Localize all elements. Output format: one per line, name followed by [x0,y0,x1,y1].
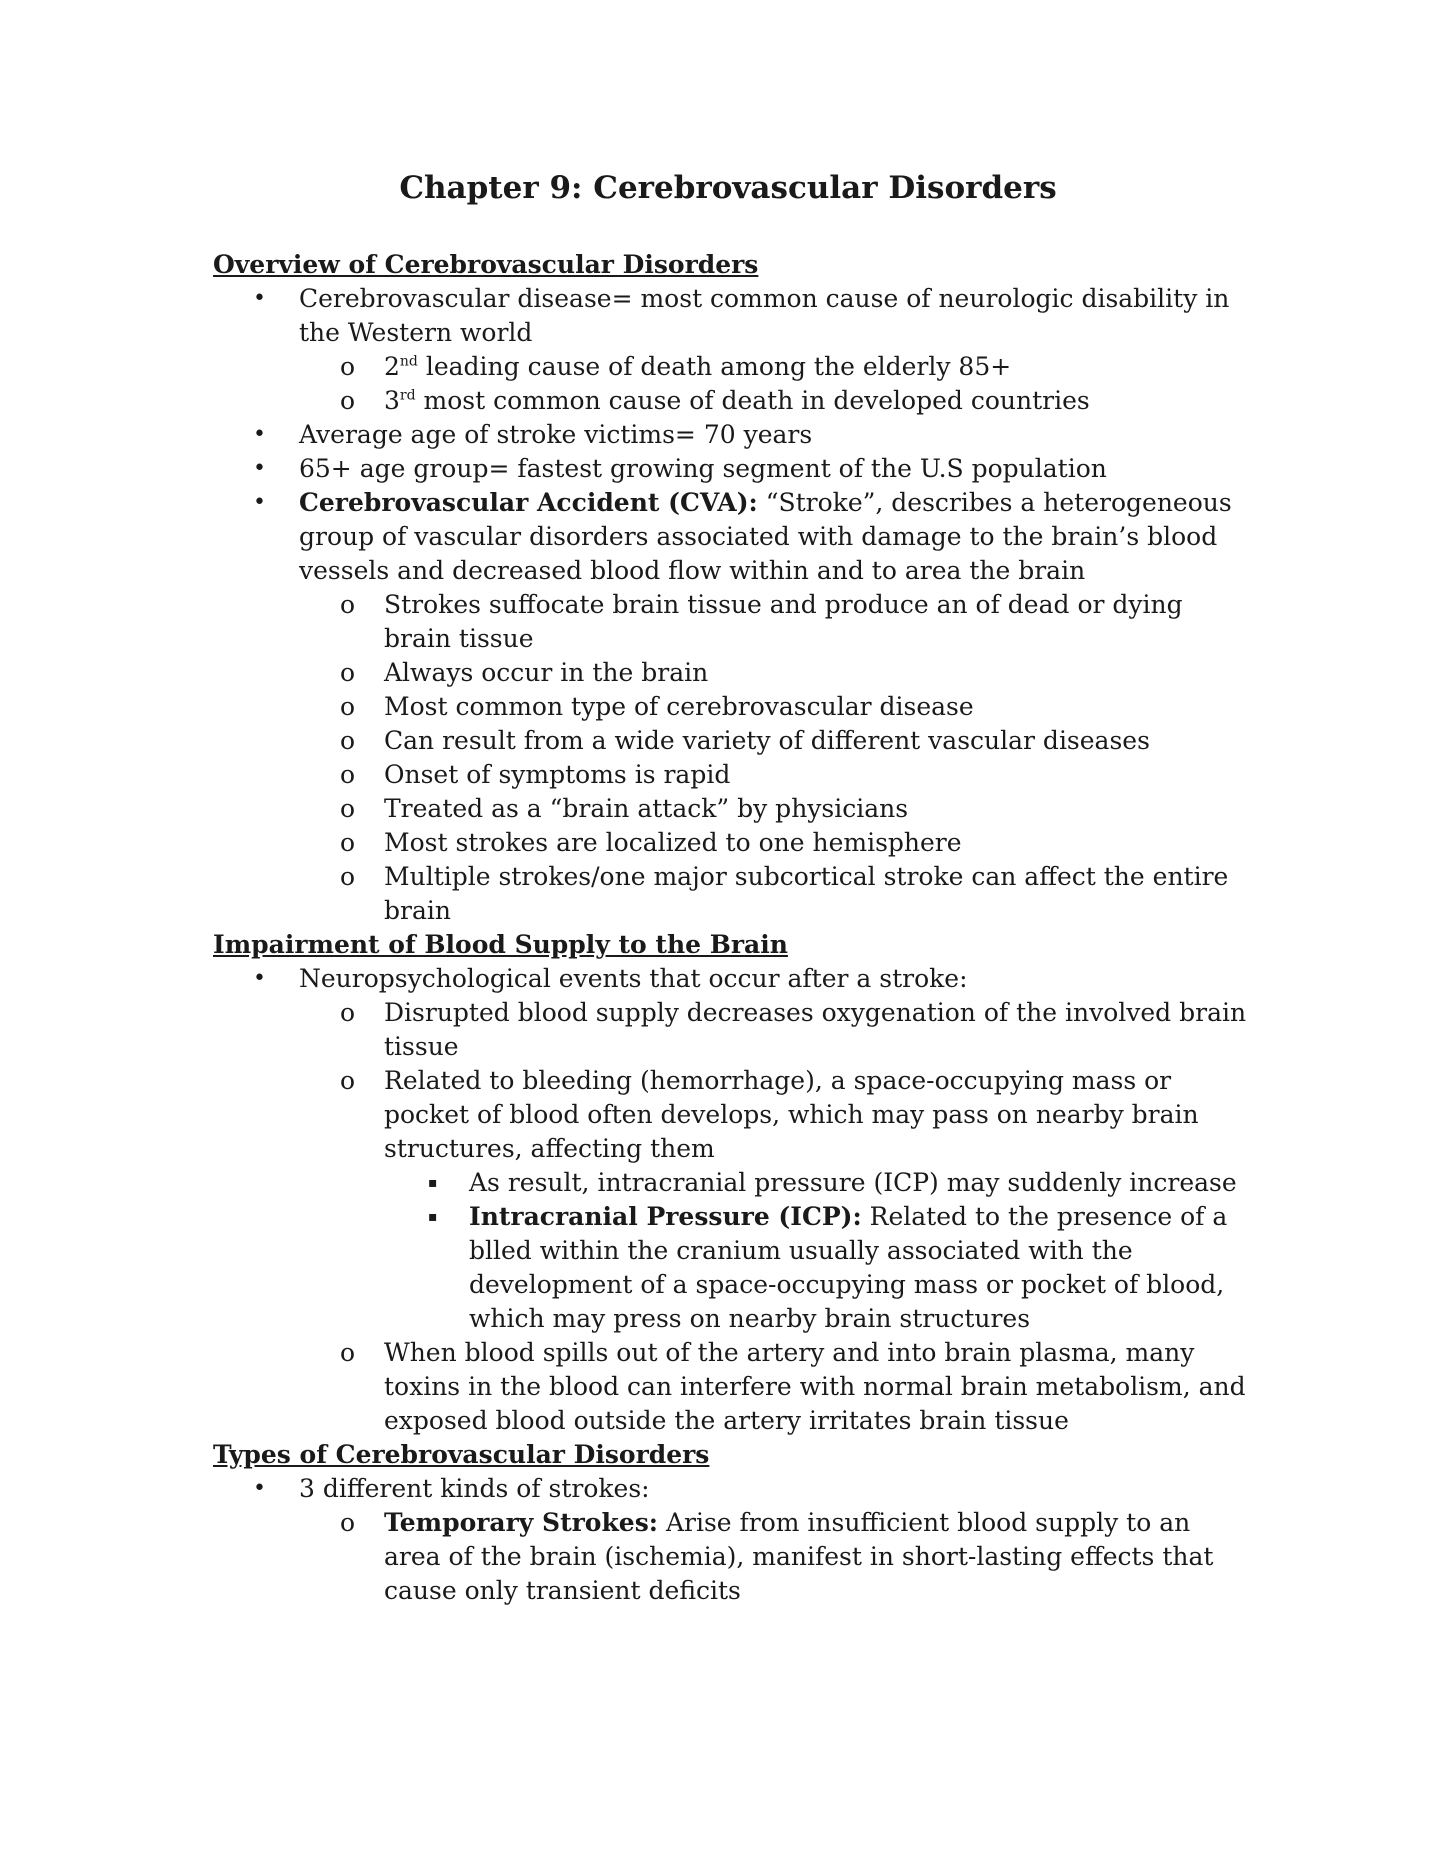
list-item-text: Most strokes are localized to one hemisphere [384,828,962,857]
term-label: Cerebrovascular Accident (CVA): [299,488,758,517]
list-item-text: Multiple strokes/one major subcortical stroke can affect the entire brain [384,862,1229,925]
circle-marker: o [340,828,356,857]
section-heading-types: Types of Cerebrovascular Disorders [213,1440,710,1469]
bullet-marker: • [253,286,266,311]
list-item-text: 65+ age group= fastest growing segment of the U.S population [299,454,1107,483]
sub-list-item [213,588,1253,656]
section-heading-impairment: Impairment of Blood Supply to the Brain [213,930,788,959]
circle-marker: o [340,998,356,1027]
list-item-text: Treated as a “brain attack” by physicians [384,794,909,823]
ordinal-number: 3 [384,386,400,415]
list-item-text: leading cause of death among the elderly 85+ [417,352,1012,381]
circle-marker: o [340,794,356,823]
list-item-text: Can result from a wide variety of different vascular diseases [384,726,1150,755]
bullet-marker: • [253,966,266,991]
sub-list-item [213,792,1253,826]
square-marker: ▪ [428,1209,438,1225]
bullet-marker: • [253,456,266,481]
sub-list-item [213,724,1253,758]
term-label: Intracranial Pressure (ICP): [469,1202,862,1231]
circle-marker: o [340,1508,356,1537]
section-heading-overview: Overview of Cerebrovascular Disorders [213,250,759,279]
sub-list-item [213,826,1253,860]
page-title: Chapter 9: Cerebrovascular Disorders [399,170,1057,206]
list-item-text: Cerebrovascular disease= most common cause of neurologic disability in the Western world [299,284,1230,347]
list-item-text: Neuropsychological events that occur after a stroke: [299,964,968,993]
sub-list-item [213,384,1253,418]
sub-sub-list-item [213,1166,1253,1200]
ordinal-suffix: rd [399,387,416,404]
list-item [213,452,1253,486]
circle-marker: o [340,1066,356,1095]
list-item [213,1472,1253,1506]
list-item-text: Always occur in the brain [384,658,709,687]
sub-list-item [213,1064,1253,1166]
list-item-text: Arise from insufficient blood supply to an area of the brain (ischemia), manifest in short-lasting effects that cause only transient deficits [384,1508,1214,1605]
ordinal-number: 2 [384,352,400,381]
list-item [213,418,1253,452]
sub-list-item [213,690,1253,724]
circle-marker: o [340,352,356,381]
bullet-marker: • [253,1476,266,1501]
circle-marker: o [340,760,356,789]
list-item-text: Most common type of cerebrovascular disease [384,692,974,721]
list-item-text: most common cause of death in developed countries [415,386,1090,415]
list-item-text: Related to bleeding (hemorrhage), a space-occupying mass or pocket of blood often develops, which may pass on nearby brain structures, affecting them [384,1066,1199,1163]
list-item [213,486,1253,588]
term-label: Temporary Strokes: [384,1508,658,1537]
list-item-text: Strokes suffocate brain tissue and produce an of dead or dying brain tissue [384,590,1183,653]
list-item-text: When blood spills out of the artery and into brain plasma, many toxins in the blood can interfere with normal brain metabolism, and exposed blood outside the artery irritates brain tissue [384,1338,1246,1435]
list-item-text: Onset of symptoms is rapid [384,760,731,789]
sub-list-item [213,758,1253,792]
sub-list-item [213,656,1253,690]
list-item-text: Related to the presence of a blled within the cranium usually associated with the development of a space-occupying mass or pocket of blood, which may press on nearby brain structures [469,1202,1228,1333]
list-item-text: Average age of stroke victims= 70 years [299,420,813,449]
sub-list-item [213,350,1253,384]
sub-list-item [213,1506,1253,1608]
sub-list-item [213,860,1253,928]
sub-list-item [213,1336,1253,1438]
bullet-marker: • [253,490,266,515]
bullet-marker: • [253,422,266,447]
square-marker: ▪ [428,1175,438,1191]
sub-list-item [213,996,1253,1064]
circle-marker: o [340,1338,356,1367]
circle-marker: o [340,692,356,721]
list-item [213,962,1253,996]
list-item-text: Disrupted blood supply decreases oxygenation of the involved brain tissue [384,998,1247,1061]
ordinal-suffix: nd [399,353,418,370]
list-item-text: 3 different kinds of strokes: [299,1474,650,1503]
list-item-text: “Stroke”, describes a heterogeneous group of vascular disorders associated with damage to the brain’s blood vessels and decreased blood flow within and to area the brain [299,488,1232,585]
circle-marker: o [340,726,356,755]
circle-marker: o [340,386,356,415]
circle-marker: o [340,658,356,687]
sub-sub-list-item [213,1200,1253,1336]
circle-marker: o [340,590,356,619]
list-item [213,282,1253,350]
document-body [213,248,1253,1608]
list-item-text: As result, intracranial pressure (ICP) may suddenly increase [469,1168,1237,1197]
circle-marker: o [340,862,356,891]
